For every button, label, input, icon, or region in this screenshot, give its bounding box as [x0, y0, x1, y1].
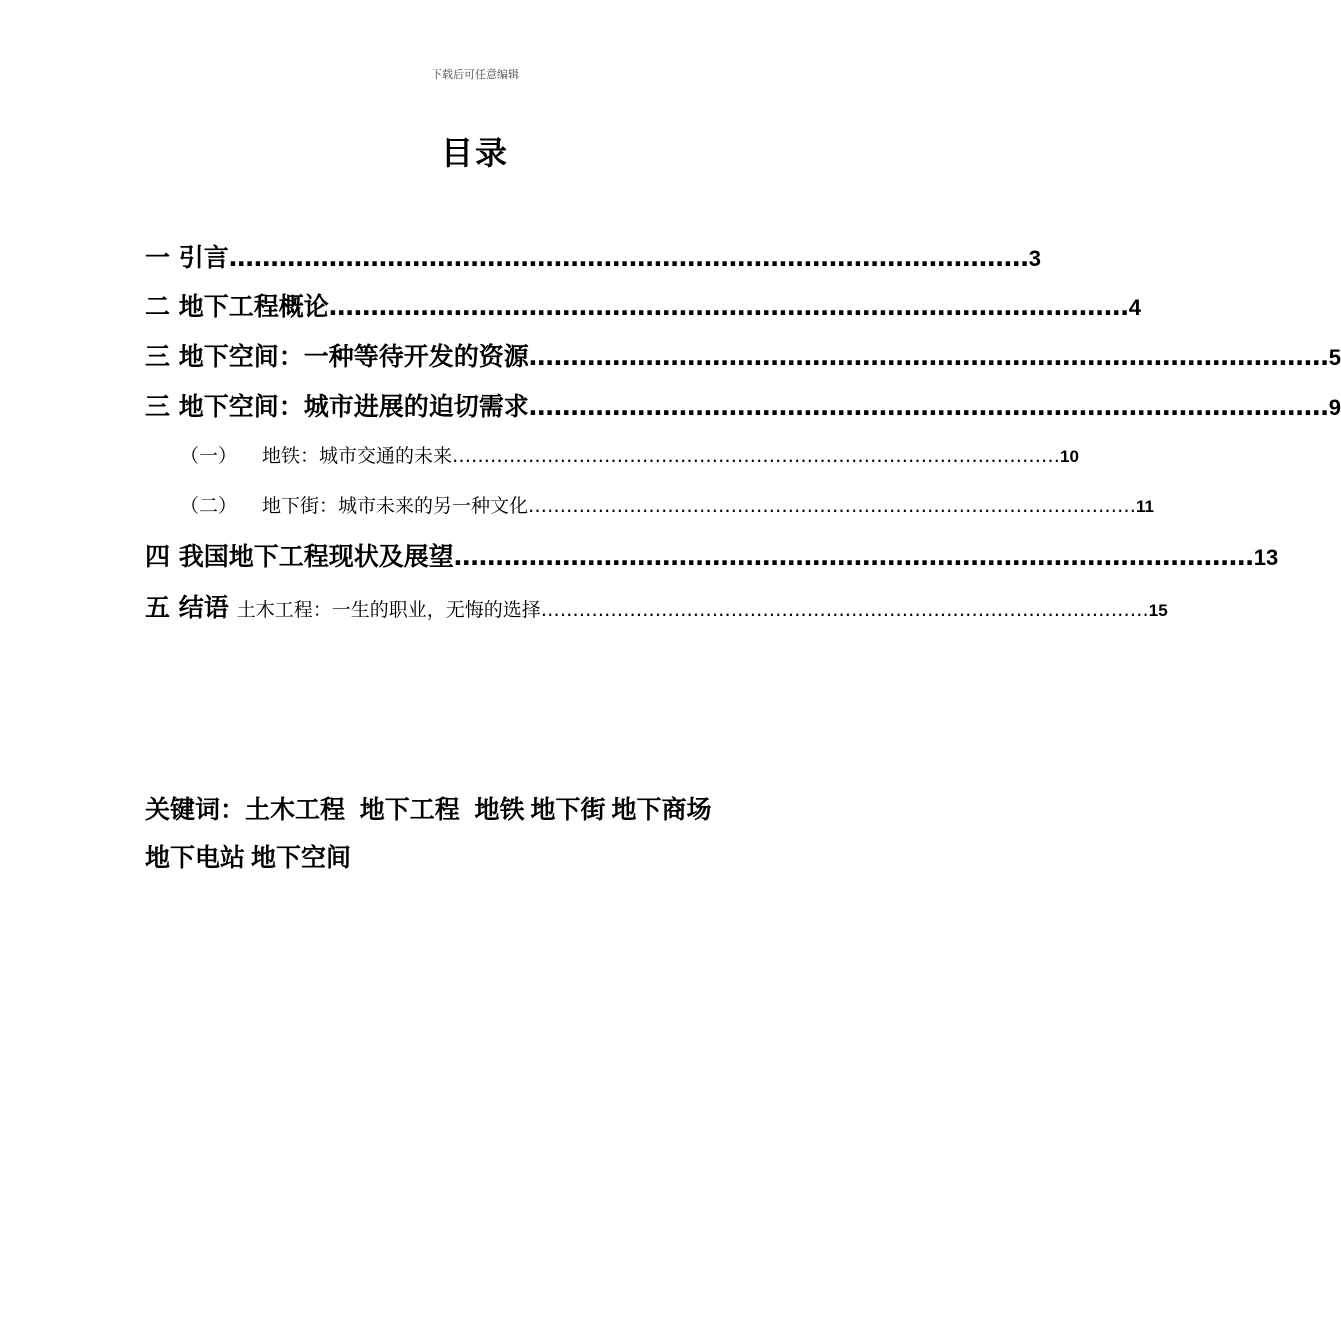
toc-sublabel: 土木工程：一生的职业，无悔的选择 — [236, 599, 541, 621]
toc-entry-intro[interactable] — [145, 238, 1041, 272]
toc-leader: …………………………………………………………………………………… — [228, 243, 1029, 272]
toc-leader: …………………………………………………………………………………… — [528, 342, 1329, 371]
toc-entry-subway[interactable] — [180, 441, 1079, 469]
toc-entry-urgent-need[interactable] — [145, 387, 1341, 421]
keywords-label: 关键词： — [145, 795, 246, 824]
toc-page-number: 13 — [1253, 545, 1279, 570]
keyword: 土木工程 — [245, 795, 346, 824]
toc-page-number: 10 — [1060, 447, 1079, 466]
toc-label: 三 地下空间：一种等待开发的资源 — [145, 342, 529, 371]
toc-label: 三 地下空间：城市进展的迫切需求 — [145, 392, 529, 421]
keyword: 地下电站 — [145, 843, 246, 872]
toc-subsection-number: （一） — [180, 445, 238, 467]
keyword: 地下街 — [530, 795, 606, 824]
toc-label: 二 地下工程概论 — [145, 292, 329, 321]
keyword: 地下商场 — [611, 795, 712, 824]
toc-label: 五 结语 — [145, 593, 229, 622]
toc-page-number: 4 — [1128, 295, 1141, 320]
keyword: 地下空间 — [251, 843, 352, 872]
toc-entry-conclusion[interactable] — [145, 588, 1168, 622]
keyword: 地铁 — [474, 795, 525, 824]
toc-leader: …………………………………………………………………………………… — [453, 542, 1254, 571]
toc-page-number: 11 — [1136, 497, 1154, 516]
toc-page-number: 9 — [1328, 395, 1341, 420]
header-note: 下载后可任意编辑 — [431, 68, 519, 81]
toc-entry-status-outlook[interactable] — [145, 537, 1279, 571]
toc-label: 地下街：城市未来的另一种文化 — [262, 495, 529, 517]
toc-leader: …………………………………………………………………………………… — [328, 292, 1129, 321]
keyword: 地下工程 — [359, 795, 460, 824]
toc-entry-overview[interactable] — [145, 287, 1141, 321]
keywords-paragraph — [145, 786, 825, 882]
page-title: 目录 — [440, 134, 509, 172]
toc-label: 一 引言 — [145, 243, 229, 272]
toc-leader: …………………………………………………………………………………… — [452, 445, 1061, 467]
toc-entry-underground-street[interactable] — [180, 491, 1154, 519]
toc-leader: …………………………………………………………………………………… — [528, 495, 1137, 517]
toc-entry-resource[interactable] — [145, 337, 1341, 371]
toc-page-number: 5 — [1328, 345, 1341, 370]
toc-label: 地铁：城市交通的未来 — [262, 445, 453, 467]
toc-subsection-number: （二） — [180, 495, 238, 517]
toc-leader: …………………………………………………………………………………… — [528, 392, 1329, 421]
toc-label: 四 我国地下工程现状及展望 — [145, 542, 454, 571]
toc-page-number: 15 — [1148, 601, 1168, 620]
toc-page-number: 3 — [1028, 246, 1041, 271]
toc-leader: …………………………………………………………………………………… — [540, 599, 1149, 621]
